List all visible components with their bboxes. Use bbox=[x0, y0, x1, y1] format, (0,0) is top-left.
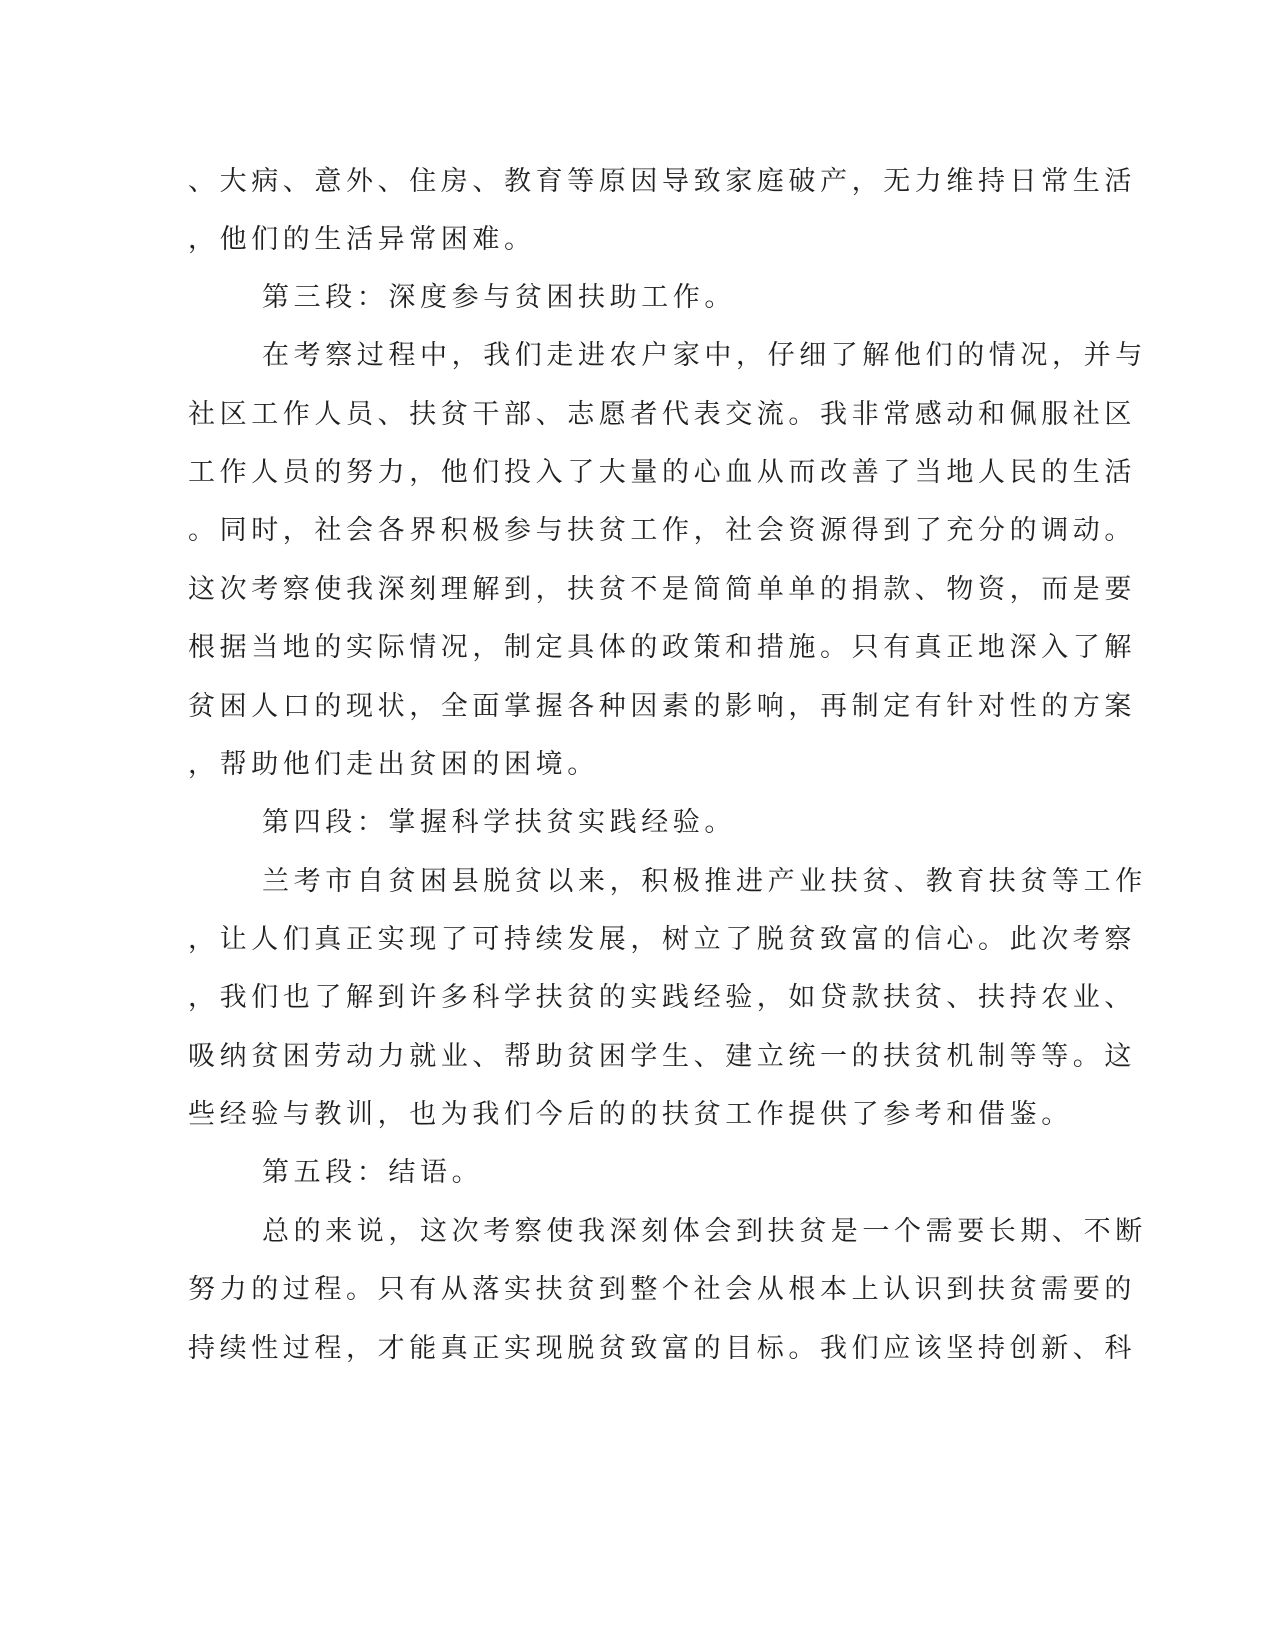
text-line: 社区工作人员、扶贫干部、志愿者代表交流。我非常感动和佩服社区 bbox=[188, 399, 1136, 430]
text-line: 贫困人口的现状，全面掌握各种因素的影响，再制定有针对性的方案 bbox=[188, 691, 1136, 722]
text-line: ，让人们真正实现了可持续发展，树立了脱贫致富的信心。此次考察 bbox=[188, 924, 1136, 955]
text-line: 持续性过程，才能真正实现脱贫致富的目标。我们应该坚持创新、科 bbox=[188, 1333, 1136, 1364]
text-line: 在考察过程中，我们走进农户家中，仔细了解他们的情况，并与 bbox=[262, 340, 1147, 371]
text-line: 些经验与教训，也为我们今后的的扶贫工作提供了参考和借鉴。 bbox=[188, 1099, 1073, 1130]
section-heading: 第三段：深度参与贫困扶助工作。 bbox=[262, 282, 736, 313]
text-line: 根据当地的实际情况，制定具体的政策和措施。只有真正地深入了解 bbox=[188, 632, 1136, 663]
text-line: 吸纳贫困劳动力就业、帮助贫困学生、建立统一的扶贫机制等等。这 bbox=[188, 1041, 1136, 1072]
text-line: ，我们也了解到许多科学扶贫的实践经验，如贷款扶贫、扶持农业、 bbox=[188, 982, 1136, 1013]
text-line: ，帮助他们走出贫困的困境。 bbox=[188, 749, 599, 780]
text-line: 这次考察使我深刻理解到，扶贫不是简简单单的捐款、物资，而是要 bbox=[188, 574, 1136, 605]
text-line: 总的来说，这次考察使我深刻体会到扶贫是一个需要长期、不断 bbox=[262, 1216, 1147, 1247]
text-line: 、大病、意外、住房、教育等原因导致家庭破产，无力维持日常生活 bbox=[188, 166, 1136, 197]
text-line: 。同时，社会各界积极参与扶贫工作，社会资源得到了充分的调动。 bbox=[188, 515, 1136, 546]
text-line: 工作人员的努力，他们投入了大量的心血从而改善了当地人民的生活 bbox=[188, 457, 1136, 488]
section-heading: 第四段：掌握科学扶贫实践经验。 bbox=[262, 807, 736, 838]
text-line: ，他们的生活异常困难。 bbox=[188, 224, 536, 255]
section-heading: 第五段：结语。 bbox=[262, 1157, 484, 1188]
text-line: 兰考市自贫困县脱贫以来，积极推进产业扶贫、教育扶贫等工作 bbox=[262, 866, 1147, 897]
text-line: 努力的过程。只有从落实扶贫到整个社会从根本上认识到扶贫需要的 bbox=[188, 1274, 1136, 1305]
